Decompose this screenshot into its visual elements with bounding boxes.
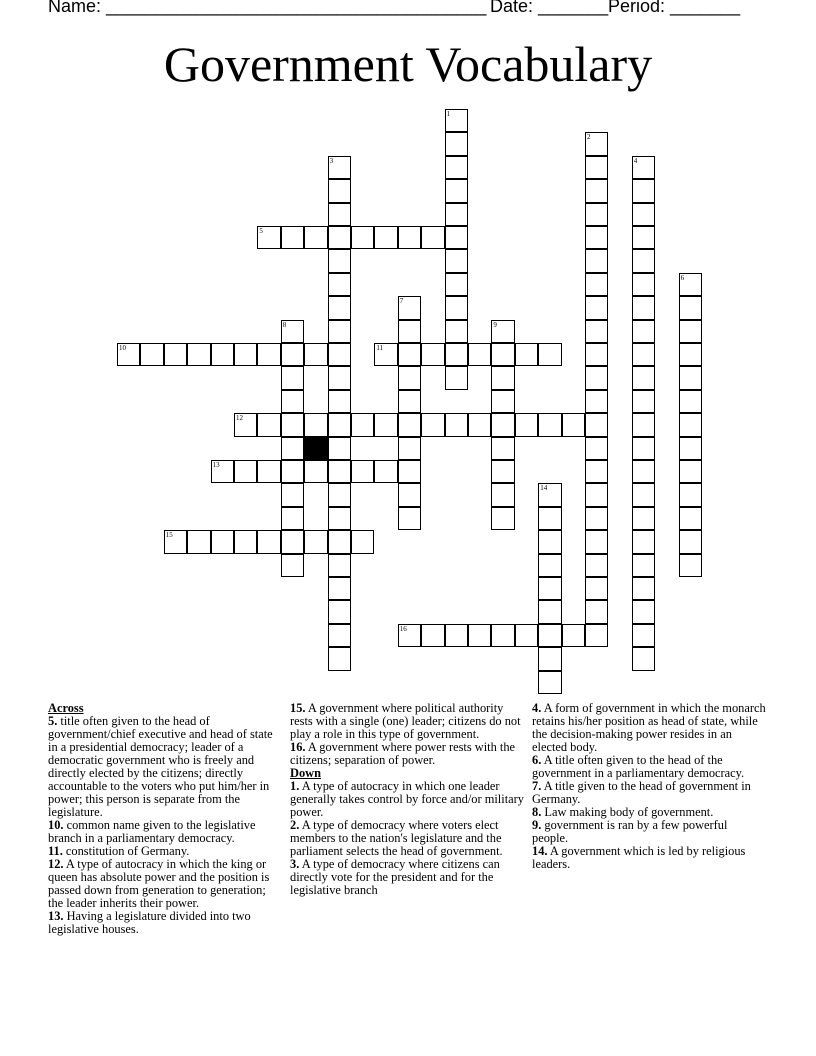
grid-cell[interactable]: [679, 554, 702, 577]
clue-number-label: 12.: [48, 857, 64, 871]
period-field[interactable]: Period: _______: [608, 0, 741, 16]
grid-cell[interactable]: [374, 413, 397, 436]
down-clue: [532, 819, 766, 845]
grid-cell[interactable]: [328, 530, 351, 553]
grid-cell[interactable]: [585, 390, 608, 413]
grid-cell[interactable]: [679, 483, 702, 506]
grid-cell[interactable]: [491, 483, 514, 506]
date-field[interactable]: Date: _______: [490, 0, 609, 16]
grid-cell[interactable]: [632, 647, 655, 670]
grid-cell[interactable]: [351, 413, 374, 436]
grid-cell[interactable]: [679, 320, 702, 343]
grid-cell[interactable]: [398, 343, 421, 366]
grid-cell[interactable]: [632, 460, 655, 483]
clue-number: 3: [329, 156, 334, 165]
grid-cell[interactable]: [328, 296, 351, 319]
grid-cell[interactable]: [328, 249, 351, 272]
grid-cell[interactable]: [585, 624, 608, 647]
grid-cell[interactable]: [445, 203, 468, 226]
grid-cell[interactable]: [187, 530, 210, 553]
clue-text: A type of autocracy in which one leader generally takes control by force and/or military power.: [290, 779, 524, 819]
across-clue: [48, 910, 282, 936]
grid-cell[interactable]: [398, 483, 421, 506]
grid-cell[interactable]: [679, 343, 702, 366]
grid-cell[interactable]: [281, 343, 304, 366]
clue-number-label: 10.: [48, 818, 64, 832]
clue-number-label: 11.: [48, 844, 63, 858]
grid-cell[interactable]: [632, 530, 655, 553]
grid-cell[interactable]: [491, 413, 514, 436]
clue-number-label: 7.: [532, 779, 542, 793]
down-clue: [290, 780, 524, 819]
clue-number: 16: [399, 624, 407, 633]
grid-cell[interactable]: [281, 483, 304, 506]
grid-cell[interactable]: [515, 413, 538, 436]
grid-cell[interactable]: [632, 203, 655, 226]
grid-cell[interactable]: [679, 296, 702, 319]
grid-cell[interactable]: [585, 366, 608, 389]
grid-cell[interactable]: [468, 413, 491, 436]
grid-cell[interactable]: [421, 413, 444, 436]
grid-cell[interactable]: [281, 413, 304, 436]
across-heading: Across: [48, 701, 84, 715]
clue-text: A title often given to the head of the government in a parliamentary democracy.: [532, 753, 745, 780]
grid-cell[interactable]: [445, 343, 468, 366]
grid-cell[interactable]: [281, 226, 304, 249]
grid-cell[interactable]: [374, 226, 397, 249]
clue-text: title often given to the head of government/chief executive and head of state in a presidential democracy; leader of a democratic government who is freely and directly elected by the citizens; directly accountable to the voters who put him/her in power; this person is separate from the legislature.: [48, 714, 273, 819]
grid-cell[interactable]: [538, 577, 561, 600]
grid-cell[interactable]: [538, 554, 561, 577]
down-clue: [290, 858, 524, 897]
grid-cell[interactable]: [445, 413, 468, 436]
clue-text: government is ran by a few powerful people.: [532, 818, 728, 845]
grid-cell[interactable]: [632, 600, 655, 623]
clue-number: 9: [493, 320, 497, 329]
clue-text: A type of democracy where voters elect members to the nation's legislature and the parliament selects the head of government.: [290, 818, 503, 858]
clue-number-label: 6.: [532, 753, 542, 767]
clue-text: A government which is led by religious leaders.: [532, 844, 746, 871]
grid-cell[interactable]: [585, 320, 608, 343]
grid-cell[interactable]: [585, 600, 608, 623]
grid-cell[interactable]: [445, 156, 468, 179]
grid-cell[interactable]: [445, 226, 468, 249]
grid-cell[interactable]: [234, 530, 257, 553]
grid-cell[interactable]: [398, 390, 421, 413]
grid-cell[interactable]: [632, 179, 655, 202]
grid-cell[interactable]: [351, 460, 374, 483]
grid-cell[interactable]: [374, 460, 397, 483]
clue-number: 2: [587, 133, 591, 142]
grid-cell[interactable]: [538, 600, 561, 623]
across-clue: [48, 858, 282, 910]
grid-cell[interactable]: [585, 156, 608, 179]
grid-cell[interactable]: [679, 413, 702, 436]
grid-cell[interactable]: [538, 671, 561, 694]
grid-cell[interactable]: [281, 460, 304, 483]
grid-cell[interactable]: [281, 390, 304, 413]
clue-number: 7: [399, 297, 404, 306]
down-clue: [532, 702, 766, 754]
grid-cell[interactable]: [398, 413, 421, 436]
clue-number: 10: [119, 344, 126, 352]
clue-number: 4: [633, 156, 638, 165]
grid-cell[interactable]: [632, 437, 655, 460]
across-clue-list: [48, 715, 282, 936]
grid-cell[interactable]: [281, 437, 304, 460]
clue-number-label: 5.: [48, 714, 58, 728]
grid-cell[interactable]: [585, 577, 608, 600]
clue-number: 15: [165, 531, 173, 540]
grid-cell[interactable]: [304, 226, 327, 249]
grid-cell[interactable]: [585, 203, 608, 226]
grid-cell[interactable]: [304, 530, 327, 553]
grid-cell[interactable]: [585, 483, 608, 506]
clue-text: Having a legislature divided into two legislative houses.: [48, 909, 251, 936]
clue-number: 14: [540, 484, 548, 493]
grid-cell[interactable]: [234, 343, 257, 366]
grid-cell[interactable]: [328, 203, 351, 226]
grid-cell[interactable]: [679, 437, 702, 460]
grid-cell[interactable]: [679, 530, 702, 553]
grid-cell[interactable]: [515, 624, 538, 647]
grid-cell[interactable]: [445, 320, 468, 343]
grid-cell[interactable]: [632, 273, 655, 296]
grid-cell[interactable]: [491, 460, 514, 483]
across-clue: [290, 702, 524, 741]
grid-cell[interactable]: [445, 624, 468, 647]
across-clue-list-continued: [290, 702, 524, 767]
grid-cell[interactable]: [585, 554, 608, 577]
grid-cell[interactable]: [491, 343, 514, 366]
clue-number-label: 16.: [290, 740, 306, 754]
grid-cell[interactable]: [562, 624, 585, 647]
clue-text: A type of autocracy in which the king or queen has absolute power and the position is passed down from generation to generation; the leader inherits their power.: [48, 857, 270, 910]
clue-number-label: 14.: [532, 844, 548, 858]
grid-cell[interactable]: [632, 624, 655, 647]
grid-cell[interactable]: [421, 226, 444, 249]
grid-cell[interactable]: [281, 554, 304, 577]
grid-cell[interactable]: [538, 343, 561, 366]
grid-cell[interactable]: [445, 366, 468, 389]
clue-number-label: 13.: [48, 909, 64, 923]
clue-number: 6: [680, 273, 685, 282]
grid-cell[interactable]: [328, 460, 351, 483]
grid-cell[interactable]: [445, 132, 468, 155]
across-clue: [48, 715, 282, 819]
grid-cell[interactable]: [257, 460, 280, 483]
down-clue: [532, 780, 766, 806]
grid-cell[interactable]: [211, 343, 234, 366]
grid-cell[interactable]: [468, 624, 491, 647]
grid-cell[interactable]: [421, 343, 444, 366]
clue-text: A form of government in which the monarch retains his/her position as head of state, while the decision-making power resides in an elected body.: [532, 701, 766, 754]
grid-cell[interactable]: [562, 413, 585, 436]
grid-cell[interactable]: [257, 530, 280, 553]
grid-cell[interactable]: [328, 413, 351, 436]
grid-cell[interactable]: [398, 366, 421, 389]
grid-cell[interactable]: [398, 320, 421, 343]
grid-cell[interactable]: [328, 273, 351, 296]
blocked-cell: [304, 437, 327, 460]
grid-cell[interactable]: [585, 460, 608, 483]
clue-number: 1: [446, 110, 451, 118]
down-clue-list: [290, 780, 524, 897]
grid-cell[interactable]: [632, 413, 655, 436]
clue-column-3: [532, 702, 766, 871]
grid-cell[interactable]: [398, 507, 421, 530]
grid-cell[interactable]: [257, 413, 280, 436]
grid-cell[interactable]: [632, 483, 655, 506]
grid-cell[interactable]: [257, 343, 280, 366]
grid-cell[interactable]: [491, 366, 514, 389]
grid-cell[interactable]: [538, 530, 561, 553]
grid-cell[interactable]: [234, 460, 257, 483]
grid-cell[interactable]: [398, 460, 421, 483]
clue-text: A government where power rests with the citizens; separation of power.: [290, 740, 516, 767]
across-clue: [290, 741, 524, 767]
grid-cell[interactable]: [328, 366, 351, 389]
grid-cell[interactable]: [187, 343, 210, 366]
grid-cell[interactable]: [281, 530, 304, 553]
grid-cell[interactable]: [632, 390, 655, 413]
clue-number: 11: [376, 344, 384, 352]
grid-cell[interactable]: [491, 437, 514, 460]
grid-cell[interactable]: [491, 624, 514, 647]
down-clue: [532, 845, 766, 871]
clue-column-1: [48, 702, 282, 936]
grid-cell[interactable]: [328, 600, 351, 623]
grid-cell[interactable]: [632, 249, 655, 272]
clue-text: A government where political authority rests with a single (one) leader; citizens do not play a role in this type of government.: [290, 701, 521, 741]
grid-cell[interactable]: [281, 507, 304, 530]
grid-cell[interactable]: [445, 249, 468, 272]
clue-number: 12: [236, 414, 243, 423]
across-clue: [48, 819, 282, 845]
grid-cell[interactable]: [585, 530, 608, 553]
grid-cell[interactable]: [445, 273, 468, 296]
grid-cell[interactable]: [632, 577, 655, 600]
grid-cell[interactable]: [585, 343, 608, 366]
grid-cell[interactable]: [304, 413, 327, 436]
grid-cell[interactable]: [538, 413, 561, 436]
grid-cell[interactable]: [421, 624, 444, 647]
grid-cell[interactable]: [445, 179, 468, 202]
grid-cell[interactable]: [328, 343, 351, 366]
down-clue: [290, 819, 524, 858]
clue-number: 5: [259, 227, 263, 235]
grid-cell[interactable]: [328, 507, 351, 530]
grid-cell[interactable]: [328, 624, 351, 647]
down-clue-list-continued: [532, 702, 766, 871]
grid-cell[interactable]: [632, 296, 655, 319]
grid-cell[interactable]: [679, 390, 702, 413]
grid-cell[interactable]: [585, 273, 608, 296]
grid-cell[interactable]: [140, 343, 163, 366]
grid-cell[interactable]: [585, 226, 608, 249]
grid-cell[interactable]: [585, 296, 608, 319]
grid-cell[interactable]: [632, 507, 655, 530]
clue-text: constitution of Germany.: [62, 844, 190, 858]
clue-text: A title given to the head of government in Germany.: [532, 779, 751, 806]
grid-cell[interactable]: [328, 179, 351, 202]
clue-text: A type of democracy where citizens can directly vote for the president and for the legislative branch: [290, 857, 500, 897]
grid-cell[interactable]: [585, 179, 608, 202]
grid-cell[interactable]: [585, 507, 608, 530]
clue-number-label: 1.: [290, 779, 300, 793]
clue-number-label: 2.: [290, 818, 300, 832]
page-title: Government Vocabulary: [163, 36, 653, 92]
clue-number: 8: [282, 320, 287, 329]
grid-cell[interactable]: [351, 226, 374, 249]
grid-cell[interactable]: [328, 226, 351, 249]
grid-cell[interactable]: [445, 296, 468, 319]
down-heading: Down: [290, 766, 321, 780]
grid-cell[interactable]: [328, 554, 351, 577]
grid-cell[interactable]: [538, 507, 561, 530]
clue-column-2: [290, 702, 524, 897]
clue-number-label: 3.: [290, 857, 300, 871]
grid-cell[interactable]: [538, 647, 561, 670]
grid-cell[interactable]: [328, 390, 351, 413]
grid-cell[interactable]: [281, 366, 304, 389]
grid-cell[interactable]: [585, 437, 608, 460]
grid-cell[interactable]: [679, 460, 702, 483]
grid-cell[interactable]: [679, 366, 702, 389]
grid-cell[interactable]: [328, 483, 351, 506]
clue-number-label: 8.: [532, 805, 542, 819]
grid-cell[interactable]: [398, 437, 421, 460]
clue-number-label: 9.: [532, 818, 542, 832]
grid-cell[interactable]: [491, 390, 514, 413]
name-field[interactable]: Name: ______________________________________: [48, 0, 487, 16]
grid-cell[interactable]: [538, 624, 561, 647]
grid-cell[interactable]: [632, 554, 655, 577]
clue-number-label: 15.: [290, 701, 306, 715]
grid-cell[interactable]: [491, 507, 514, 530]
grid-cell[interactable]: [398, 226, 421, 249]
clue-text: Law making body of government.: [541, 805, 714, 819]
grid-cell[interactable]: [164, 343, 187, 366]
grid-cell[interactable]: [632, 343, 655, 366]
grid-cell[interactable]: [328, 577, 351, 600]
down-clue: [532, 754, 766, 780]
grid-cell[interactable]: [632, 320, 655, 343]
grid-cell[interactable]: [211, 530, 234, 553]
grid-cell[interactable]: [632, 226, 655, 249]
grid-cell[interactable]: [304, 343, 327, 366]
grid-cell[interactable]: [328, 437, 351, 460]
grid-cell[interactable]: [351, 530, 374, 553]
grid-cell[interactable]: [328, 320, 351, 343]
clue-text: common name given to the legislative branch in a parliamentary democracy.: [48, 818, 256, 845]
grid-cell[interactable]: [679, 507, 702, 530]
grid-cell[interactable]: [515, 343, 538, 366]
grid-cell[interactable]: [328, 647, 351, 670]
grid-cell[interactable]: [585, 249, 608, 272]
grid-cell[interactable]: [585, 413, 608, 436]
grid-cell[interactable]: [632, 366, 655, 389]
grid-cell[interactable]: [304, 460, 327, 483]
clue-number: 13: [212, 461, 220, 469]
clue-number-label: 4.: [532, 701, 542, 715]
grid-cell[interactable]: [468, 343, 491, 366]
